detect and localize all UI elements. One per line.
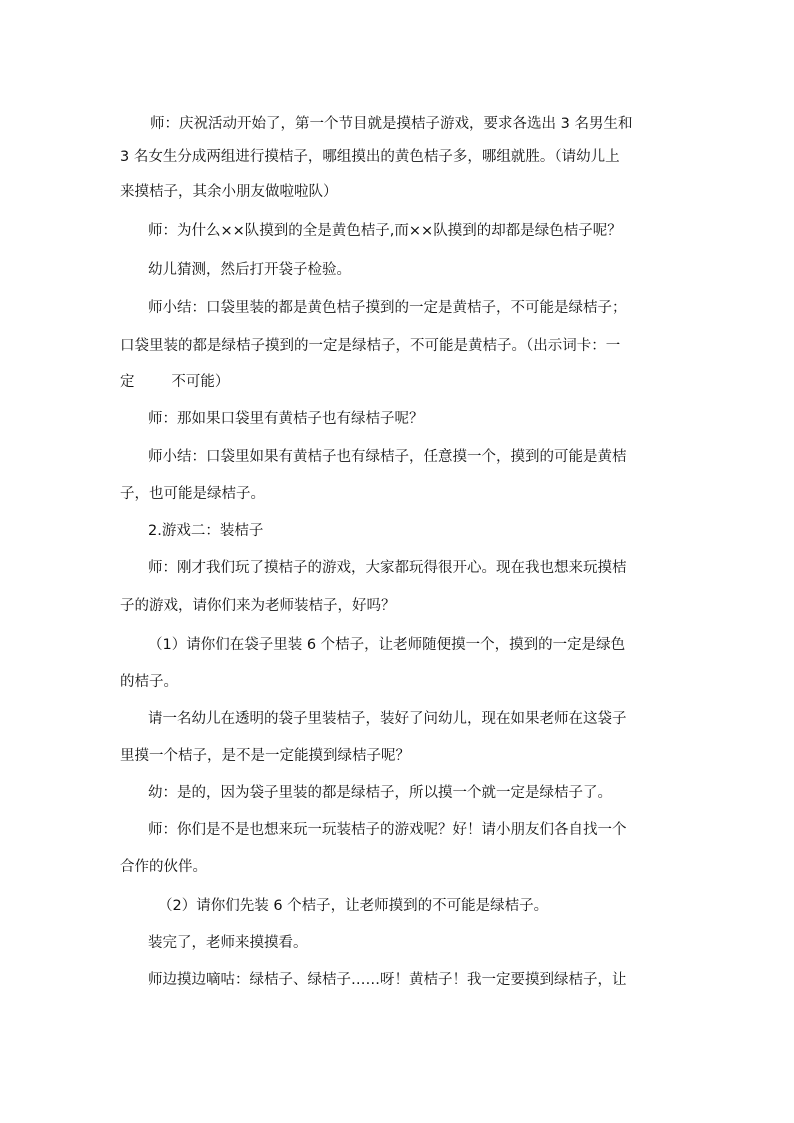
text-line: 师边摸边嘀咕：绿桔子、绿桔子……呀！黄桔子！我一定要摸到绿桔子，让 (148, 972, 627, 988)
text-line: 师小结：口袋里装的都是黄色桔子摸到的一定是黄桔子，不可能是绿桔子； (148, 300, 627, 316)
text-line: 师：为什么××队摸到的全是黄色桔子,而××队摸到的却都是绿色桔子呢？ (148, 223, 622, 239)
text-line: 师小结：口袋里如果有黄桔子也有绿桔子，任意摸一个，摸到的可能是黄桔 (148, 449, 627, 465)
text-line: 定 不可能） (120, 374, 230, 390)
text-line: （1）请你们在袋子里装 6 个桔子，让老师随便摸一个，摸到的一定是绿色 (148, 637, 626, 653)
text-line: 里摸一个桔子，是不是一定能摸到绿桔子呢？ (120, 748, 410, 764)
text-line: 子，也可能是绿桔子。 (120, 486, 265, 502)
text-line: 子的游戏，请你们来为老师装桔子，好吗？ (120, 598, 396, 614)
text-line: 师：庆祝活动开始了，第一个节目就是摸桔子游戏，要求各选出 3 名男生和 (150, 116, 633, 132)
text-line: 口袋里装的都是绿桔子摸到的一定是绿桔子，不可能是黄桔子。（出示词卡：一 (120, 338, 621, 354)
text-line: 3 名女生分成两组进行摸桔子，哪组摸出的黄色桔子多，哪组就胜。（请幼儿上 (120, 149, 620, 165)
text-line: 师：刚才我们玩了摸桔子的游戏，大家都玩得很开心。现在我也想来玩摸桔 (148, 560, 627, 576)
text-line: 来摸桔子，其余小朋友做啦啦队） (120, 184, 338, 200)
section-heading: 2.游戏二：装桔子 (148, 523, 264, 539)
text-line: 合作的伙伴。 (120, 859, 207, 875)
text-line: 请一名幼儿在透明的袋子里装桔子，装好了问幼儿，现在如果老师在这袋子 (148, 711, 627, 727)
text-line: （2）请你们先装 6 个桔子，让老师摸到的不可能是绿桔子。 (158, 898, 549, 914)
text-line: 的桔子。 (120, 674, 178, 690)
text-line: 幼儿猜测，然后打开袋子检验。 (148, 262, 351, 278)
text-line: 装完了，老师来摸摸看。 (148, 935, 308, 951)
text-line: 师：你们是不是也想来玩一玩装桔子的游戏呢？好！请小朋友们各自找一个 (148, 822, 627, 838)
text-line: 幼：是的，因为袋子里装的都是绿桔子，所以摸一个就一定是绿桔子了。 (148, 785, 612, 801)
text-line: 师：那如果口袋里有黄桔子也有绿桔子呢？ (148, 411, 424, 427)
